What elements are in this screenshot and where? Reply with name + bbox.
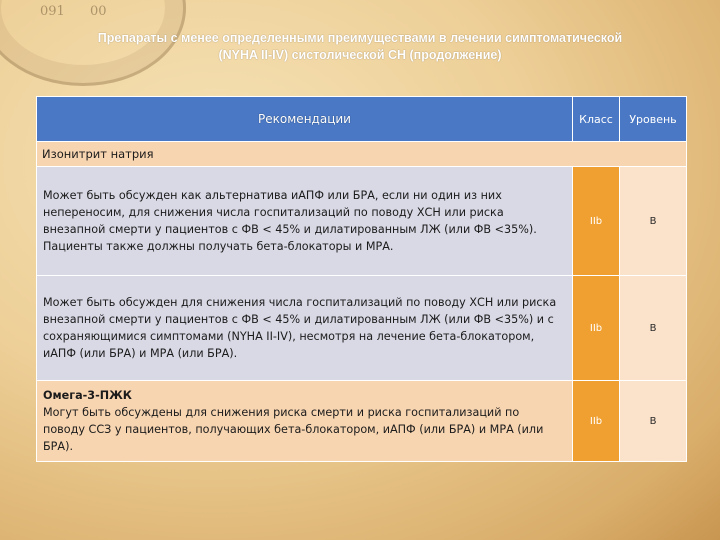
level-cell: B — [620, 276, 687, 381]
section-title: Изонитрит натрия — [37, 142, 687, 167]
table-header-row — [37, 97, 687, 142]
recommendation-text: Могут быть обсуждены для снижения риска смерти и риска госпитализаций по поводу ССЗ у пациентов, получающих бета-блокатором, иАПФ (или БРА) и МРА (или БРА). — [43, 406, 544, 453]
level-cell: B — [620, 167, 687, 276]
compass-number: 091 — [40, 4, 65, 19]
table-row — [37, 381, 687, 462]
class-cell: IIb — [573, 167, 620, 276]
class-cell: IIb — [573, 276, 620, 381]
slide-title — [20, 30, 700, 64]
slide-title-line1: Препараты с менее определенными преимуществами в лечении симптоматической — [97, 31, 623, 45]
recommendation-text: Может быть обсужден для снижения числа госпитализаций по поводу ХСН или риска внезапной смерти у пациентов с ФВ < 45% и дилатированным ЛЖ (или ФВ <35%) и с сохраняющимися симптомами (NYHA II-IV), несмотря на лечение бета-блокатором, иАПФ (или БРА) и МРА (или БРА). — [37, 276, 573, 381]
section-row — [37, 142, 687, 167]
recommendation-cell — [37, 381, 573, 462]
compass-number: 00 — [90, 4, 107, 19]
class-cell: IIb — [573, 381, 620, 462]
recommendations-table — [36, 96, 687, 462]
table-row — [37, 167, 687, 276]
header-level: Уровень — [620, 97, 687, 142]
slide-title-line2: (NYHA II-IV) систолической СН (продолжение) — [218, 48, 502, 62]
table-row — [37, 276, 687, 381]
header-recommendations: Рекомендации — [37, 97, 573, 142]
level-cell: B — [620, 381, 687, 462]
omega3-heading: Омега-3-ПЖК — [43, 389, 132, 402]
header-class: Класс — [573, 97, 620, 142]
recommendation-text: Может быть обсужден как альтернатива иАПФ или БРА, если ни один из них непереносим, для снижения числа госпитализаций по поводу ХСН или риска внезапной смерти у пациентов с ФВ < 45% и дилатированным ЛЖ (или ФВ <35%). Пациенты также должны получать бета-блокаторы и МРА. — [37, 167, 573, 276]
